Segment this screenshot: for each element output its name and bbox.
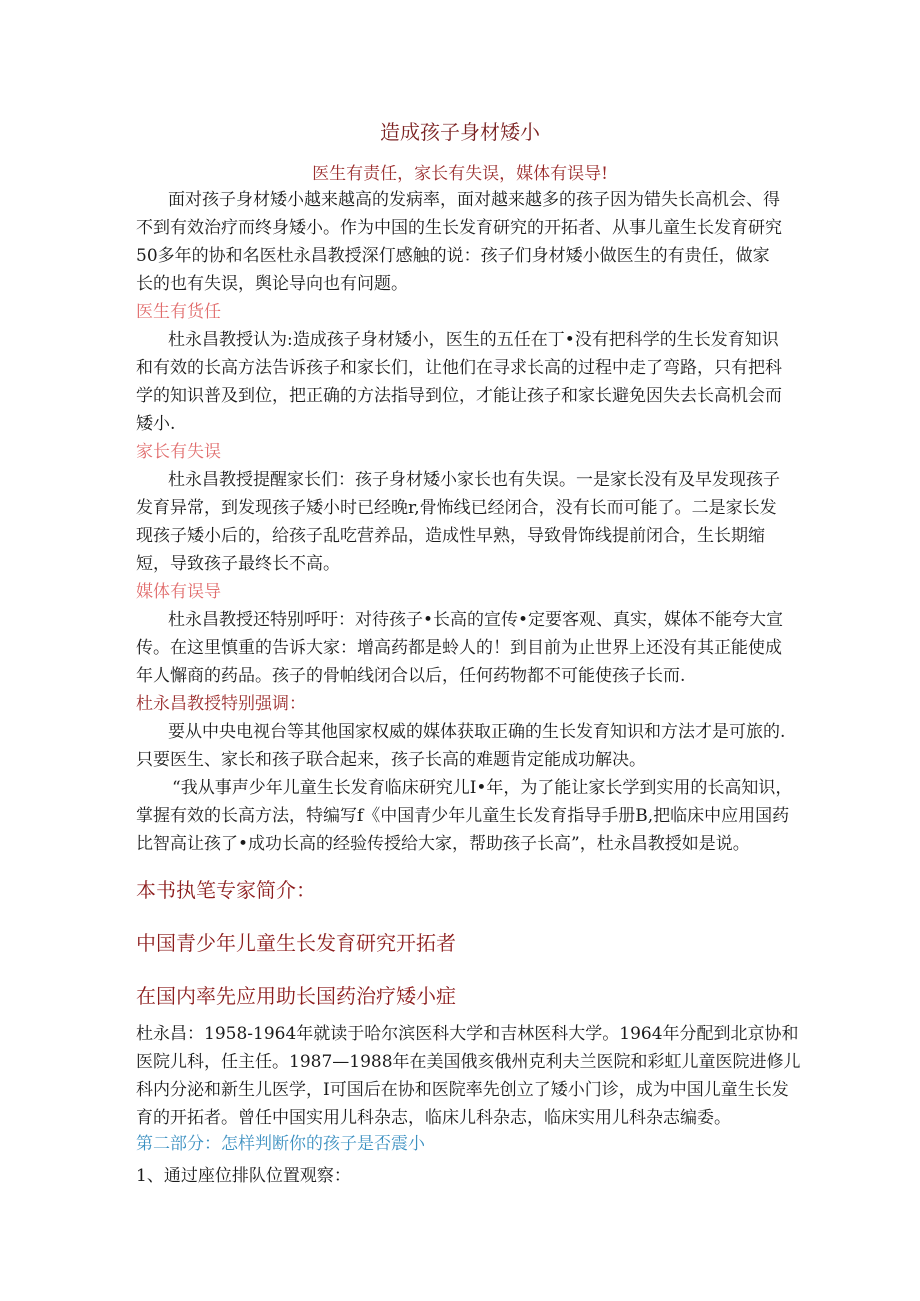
- intro-line: 不到有效治疗而终身矮小。作为中国的生长发育研究的开拓者、从事儿童生长发育研究: [136, 218, 782, 238]
- intro-line: 50多年的协和名医杜永昌教授深仃感触的说：孩子们身材矮小做医生的有贵任，做家: [136, 246, 770, 266]
- quote-line: 比智高让孩了•成功长高的经验传授给大家，帮助孩子长高”，杜永昌教授如是说。: [136, 834, 750, 854]
- document-subtitle: 医生有责任，家长有失误，媒体有误导!: [312, 164, 608, 184]
- quote-line: “我从事声少年儿童生长发育临床研究儿I•年，为了能让家长学到实用的长高知识，: [172, 778, 793, 798]
- part2-item: 1、通过座位排队位置观察：: [136, 1166, 351, 1186]
- section-heading-emphasis: 杜永昌教授特别强调：: [136, 694, 306, 714]
- section-line: 传。在这里慎重的告诉大家：增高药都是蛉人的！到目前为止世界上还没有其正能使成: [136, 638, 782, 658]
- section-line: 杜永昌教授提醒家长们：孩子身材矮小家长也有失误。一是家长没有及早发现孩子: [168, 470, 780, 490]
- bio-line: 杜永昌：1958-1964年就读于哈尔滨医科大学和吉林医科大学。1964年分配到北京协和: [136, 1024, 799, 1044]
- section-line: 杜永昌教授认为:造成孩子身材矮小，医生的五任在丁•没有把科学的生长发育知识: [168, 330, 779, 350]
- bio-line: 科内分泌和新生儿医学，I可国后在协和医院率先创立了矮小门诊，成为中国儿童生长发: [136, 1080, 789, 1100]
- section-line: 杜永昌教授还特别呼吁：对待孩子•长高的宣传•定要客观、真实，媒体不能夸大宣: [168, 610, 784, 630]
- bio-line: 育的开拓者。曾任中国实用儿科杂志，临床儿科杂志，临床实用儿科杂志编委。: [136, 1108, 731, 1128]
- section-heading-media: 媒体有误导: [136, 582, 221, 602]
- section-heading-parents: 家长有失误: [136, 442, 221, 462]
- expert-heading: 本书执笔专家简介：: [136, 878, 316, 902]
- intro-line: 面对孩子身材矮小越来越高的发病率，面对越来越多的孩子因为错失长高机会、得: [168, 190, 780, 210]
- section-line: 和有效的长高方法告诉孩子和家长们，让他们在寻求长高的过程中走了弯路，只有把科: [136, 358, 782, 378]
- section-line: 要从中央电视台等其他国家权威的媒体获取正确的生长发育知识和方法才是可旅的.: [168, 722, 786, 742]
- section-line: 发育异常，到发现孩子矮小时已经晚r,骨怖线已经闭合，没有长而可能了。二是家长发: [136, 498, 777, 518]
- bio-line: 医院儿科，任主任。1987—1988年在美国俄亥俄州克利夫兰医院和彩虹儿童医院进修儿: [136, 1052, 801, 1072]
- section-line: 短，导致孩子最终长不高。: [136, 554, 340, 574]
- document-title: 造成孩子身材矮小: [380, 120, 540, 144]
- section-heading-doctors: 医生有货任: [136, 302, 221, 322]
- section-line: 矮小.: [136, 414, 176, 434]
- expert-subheading: 在国内率先应用助长国药治疗矮小症: [136, 984, 456, 1008]
- section-line: 现孩子矮小后的，给孩子乱吃营养品，造成性早熟，导致骨饰线提前闭合，生长期缩: [136, 526, 765, 546]
- part2-heading: 第二部分：怎样判断你的孩子是否震小: [136, 1134, 425, 1154]
- quote-line: 掌握有效的长高方法，特编写f《中国青少年儿童生长发育指导手册B,把临床中应用国药: [136, 806, 790, 826]
- intro-line: 长的也有失误，舆论导向也有问题。: [136, 274, 408, 294]
- section-line: 年人懈商的药品。孩子的骨帕线闭合以后，任何药物都不可能使孩子长而.: [136, 666, 686, 686]
- section-line: 学的知识普及到位，把正确的方法指导到位，才能让孩子和家长避免因失去长高机会而: [136, 386, 782, 406]
- expert-subheading: 中国青少年儿童生长发育研究开拓者: [136, 931, 456, 955]
- section-line: 只要医生、家长和孩子联合起来，孩子长高的难题肯定能成功解决。: [136, 750, 646, 770]
